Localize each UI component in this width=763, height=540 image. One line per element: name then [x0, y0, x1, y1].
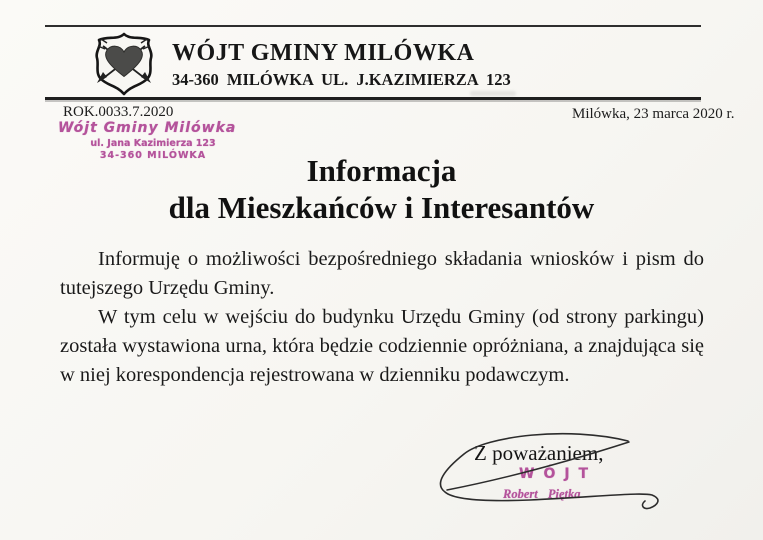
- body-paragraph-2: W tym celu w wejściu do budynku Urzędu Gminy (od strony parkingu) została wystawiona urna, która będzie codziennie opróżniana, a znajdująca się w niej korespondencja rejestrowana w dzienniku podawczym.: [60, 306, 704, 386]
- stamp-street-line: ul. Jana Kazimierza 123: [90, 138, 216, 149]
- signer-name-stamp: Robert Piętka: [503, 487, 581, 501]
- letterhead-top-rule: [45, 25, 701, 27]
- handwritten-signature-icon: [428, 424, 678, 524]
- municipal-crest-icon: [86, 31, 162, 97]
- body-paragraph-1: Informuję o możliwości bezpośredniego składania wniosków i pism do tutejszego Urzędu Gminy.: [60, 248, 704, 299]
- org-name: WÓJT GMINY MILÓWKA: [172, 40, 475, 66]
- org-address: 34-360 MILÓWKA UL. J.KAZIMIERZA 123: [172, 69, 511, 89]
- closing-phrase: Z poważaniem,: [474, 441, 604, 465]
- document-title: [0, 152, 763, 226]
- title-line-1: Informacja: [306, 153, 457, 188]
- title-line-2: dla Mieszkańców i Interesantów: [168, 190, 595, 225]
- letterhead-bottom-rule: [45, 97, 701, 100]
- scan-smudge: [470, 91, 516, 96]
- case-reference-number: ROK.0033.7.2020: [63, 104, 174, 120]
- place-and-date: Milówka, 23 marca 2020 r.: [572, 106, 735, 122]
- stamp-org-line: Wójt Gminy Milówka: [58, 120, 237, 136]
- signer-title-stamp: WÓJT: [519, 466, 598, 482]
- letter-body: [60, 245, 704, 390]
- stamp-city-line: 34-360 MILÓWKA: [99, 150, 207, 161]
- letterhead-org-block: [172, 40, 511, 90]
